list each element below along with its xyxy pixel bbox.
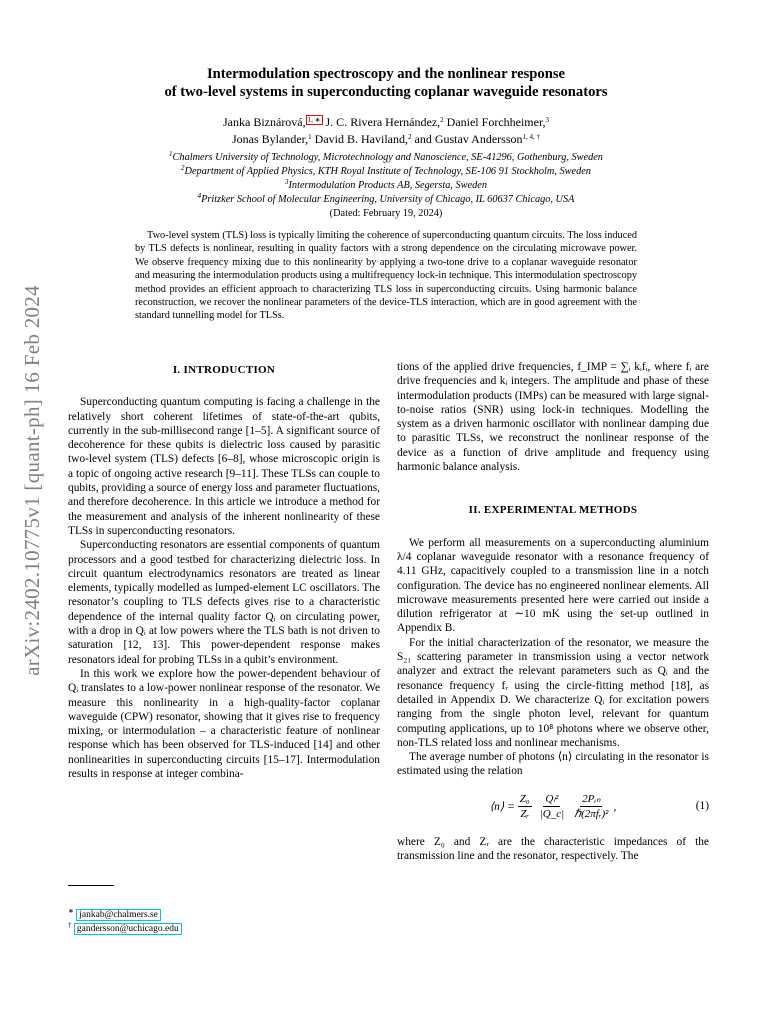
date-line: (Dated: February 19, 2024) [329, 208, 443, 219]
fraction-denominator: ℏ(2πfᵣ)² [574, 808, 609, 821]
footnote-mark: † [68, 921, 72, 929]
author-name: Daniel Forchheimer, [443, 115, 546, 129]
equation-fraction [518, 792, 532, 821]
arxiv-identifier: arXiv:2402.10775v1 [quant-ph] 16 Feb 2024 [19, 284, 44, 676]
author-affiliation-mark: 2 [408, 133, 412, 141]
footnotes [68, 908, 182, 936]
author-name: Jonas Bylander, [232, 132, 309, 146]
affiliation-text: Intermodulation Products AB, Segersta, Sweden [288, 180, 487, 191]
fraction-numerator: Qₗ² [545, 793, 559, 806]
footnote-item [68, 922, 182, 936]
author-name: and Gustav Andersson [411, 132, 523, 146]
title-line-1: Intermodulation spectroscopy and the nonlinear response [207, 66, 565, 82]
right-column [397, 360, 709, 863]
equation-lhs: ⟨n⟩ = [489, 800, 515, 813]
fraction-denominator: Zᵣ [520, 808, 530, 821]
author-affiliation-mark[interactable]: 1, 4, † [522, 133, 540, 141]
affiliation-number: 3 [285, 178, 289, 186]
section-heading-experimental-methods: II. EXPERIMENTAL METHODS [468, 504, 638, 517]
fraction-numerator: 2Pᵢₙ [582, 793, 601, 806]
author-line-2 [70, 131, 702, 148]
fraction-numerator: Z₀ [519, 793, 530, 806]
author-affiliation-mark: 2 [440, 116, 444, 124]
author-name: Janka Biznárová, [223, 115, 306, 129]
paragraph: We perform all measurements on a superconducting aluminium λ/4 coplanar waveguide resonator with a resonance frequency of 4.11 GHz, capacitively coupled to a transmission line in a notch configuration. The device has no engineered nonlinear elements. All microwave measurements presented here were carried out inside a dilution refrigerator at ∼10 mK using the set-up outlined in Appendix B. [397, 536, 709, 635]
equation-1 [397, 787, 709, 827]
paper-title [70, 65, 702, 101]
author-name: J. C. Rivera Hernández, [322, 115, 441, 129]
author-list [70, 114, 702, 148]
affiliation-text: Chalmers University of Technology, Microtechnology and Nanoscience, SE-41296, Gothenburg, Sweden [172, 152, 603, 163]
footnote-item [68, 908, 182, 922]
left-column [68, 360, 380, 781]
paragraph: The average number of photons ⟨n⟩ circulating in the resonator is estimated using the relation [397, 751, 709, 778]
equation-number: (1) [695, 799, 709, 812]
email-link[interactable]: gandersson@uchicago.edu [74, 923, 182, 935]
affiliation-text: Department of Applied Physics, KTH Royal Institute of Technology, SE-106 91 Stockholm, Sweden [184, 166, 591, 177]
affiliation-number: 1 [169, 150, 173, 158]
author-name: David B. Haviland, [311, 132, 408, 146]
equation-fraction [572, 792, 610, 821]
equation-fraction [538, 792, 566, 821]
affiliation-item [70, 193, 702, 207]
paragraph: Superconducting resonators are essential components of quantum processors and a good testbed for characterizing dielectric loss. In circuit quantum electrodynamics resonators are treated as linear elements, typically modelled as lumped-element LC oscillators. The resonator’s coupling to TLS defects gives rise to a characteristic dependence of the internal quality factor Qᵢ on circulating power, with a drop in Qᵢ at low powers where the TLS bath is not driven to saturation [12, 13]. This power-dependent response makes resonators ideal for probing TLSs in a qubit’s environment. [68, 539, 380, 666]
section-heading-introduction: I. INTRODUCTION [172, 364, 276, 376]
paragraph: where Z₀ and Zᵣ are the characteristic impedances of the transmission line and the resonator, respectively. The [397, 835, 709, 863]
affiliation-item [70, 165, 702, 179]
paragraph: In this work we explore how the power-dependent behaviour of Qᵢ translates to a low-power nonlinear response of the resonator. We measure this nonlinearity in a high-quality-factor coplanar waveguide (CPW) resonator, showing that it gives rise to frequency mixing, or intermodulation – a characteristic feature of nonlinear response which has been observed for TLS-induced [14] and other nonlinearities in superconducting circuits [15–17]. Intermodulation results in response at integer combina- [68, 667, 380, 781]
affiliation-item [70, 151, 702, 165]
author-affiliation-mark: 3 [545, 116, 549, 124]
author-line-1 [70, 114, 702, 131]
footnote-mark: ∗ [68, 907, 74, 915]
author-affiliation-mark[interactable]: 1, ∗ [307, 116, 321, 124]
email-link[interactable]: jankab@chalmers.se [76, 909, 161, 921]
affiliations [70, 151, 702, 221]
title-line-2: of two-level systems in superconducting coplanar waveguide resonators [164, 84, 608, 100]
affiliation-item [70, 179, 702, 193]
section-spacer [397, 474, 709, 500]
paragraph: tions of the applied drive frequencies, f_IMP = ∑ᵢ kᵢfᵢ, where fᵢ are drive frequencies and kᵢ integers. The amplitude and phase of these intermodulation products (IMPs) can be measured with large signal-to-noise ratios (SNR) using lock-in techniques. Modelling the system as a driven harmonic oscillator with nonlinear damping due to parasitic TLSs, we reconstruct the nonlinear response of the device as a function of drive amplitude and frequency using harmonic balance analysis. [397, 361, 709, 474]
affiliation-number: 4 [197, 192, 202, 200]
arxiv-stamp [18, 260, 46, 700]
paragraph: Superconducting quantum computing is facing a challenge in the relatively short coherent lifetimes of state-of-the-art qubits, currently in the sub-millisecond range [1–5]. A significant source of decoherence for these qubits is dielectric loss caused by parasitic two-level system (TLS) defects [6–8], whose microscopic origin is a topic of ongoing active research [9–11]. These TLSs can couple to qubits, providing a source of energy loss and parameter fluctuations, and therefore decoherence. In this article we introduce a method for the measurement and analysis of the inherent nonlinearity of these TLSs in superconducting resonators. [68, 396, 381, 537]
affiliation-text: Pritzker School of Molecular Engineering, University of Chicago, IL 60637 Chicago, USA [201, 194, 575, 205]
paragraph: For the initial characterization of the resonator, we measure the S₂₁ scattering parameter in transmission using a vector network analyzer and extract the relevant parameters such as Qᵢ and the resonance frequency fᵣ using the circle-fitting method [18], as detailed in Appendix D. We characterize Qᵢ for excitation powers ranging from the single photon level, relevant for quantum computing applications, up to 10⁸ photons where we observe other, non-TLS related loss and nonlinear mechanisms. [397, 636, 709, 749]
author-affiliation-mark: 1 [308, 133, 312, 141]
fraction-denominator: |Q_c| [539, 808, 565, 821]
footnote-divider [68, 885, 114, 886]
equation-tail: , [613, 800, 617, 813]
affiliation-number: 2 [181, 164, 185, 172]
abstract: Two-level system (TLS) loss is typically limiting the coherence of superconducting quantum circuits. The loss induced by TLS defects is nonlinear, resulting in quality factors with a strong dependence on the circulating microwave power. We observe frequency mixing due to this nonlinearity by applying a two-tone drive to a coplanar waveguide resonator and measuring the intermodulation products using a multifrequency lock-in technique. This intermodulation spectroscopy method provides an efficient approach to characterizing TLS loss in superconducting circuits. Using harmonic balance reconstruction, we recover the nonlinear parameters of the device-TLS interaction, which are in good agreement with the standard tunnelling model for TLSs. [135, 230, 637, 322]
